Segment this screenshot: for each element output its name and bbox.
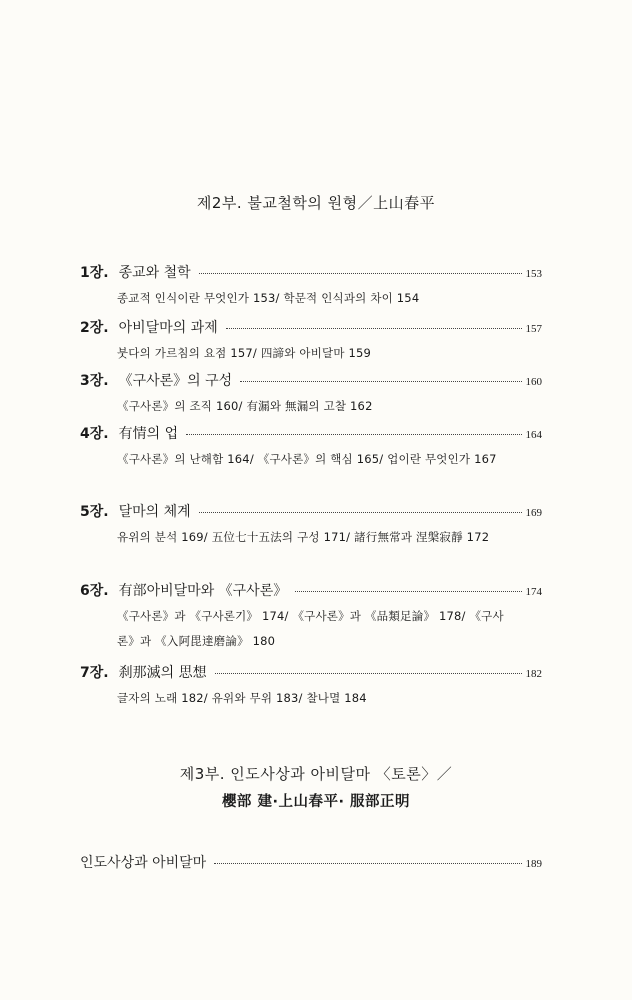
toc-entry-ch7 — [80, 662, 542, 682]
page-number: 182 — [525, 668, 542, 680]
chapter-number: 5장. — [80, 504, 109, 520]
page-number: 164 — [525, 429, 542, 441]
dot-leader — [226, 328, 522, 329]
chapter-title: 《구사론》의 구성 — [118, 373, 233, 389]
page-number: 169 — [525, 507, 542, 519]
dot-leader — [215, 673, 522, 674]
chapter-title: 종교와 철학 — [118, 265, 191, 281]
entry-title: 인도사상과 아비달마 — [80, 855, 207, 871]
page-number: 157 — [525, 323, 542, 335]
chapter-title: 有情의 업 — [118, 426, 179, 442]
toc-entry-part3 — [80, 852, 542, 872]
toc-subsections-ch6: 《구사론》과 《구사론기》 174/ 《구사론》과 《品類足論》 178/ 《구사론》과 《入阿毘達磨論》 180 — [117, 609, 504, 648]
toc-entry-ch2 — [80, 317, 542, 337]
chapter-title: 有部아비달마와 《구사론》 — [118, 583, 288, 599]
chapter-number: 7장. — [80, 665, 109, 681]
dot-leader — [186, 434, 521, 435]
dot-leader — [199, 273, 522, 274]
toc-entry-ch3 — [80, 370, 542, 390]
toc-entry-ch6 — [80, 580, 542, 600]
toc-subsections-ch5: 유위의 분석 169/ 五位七十五法의 구성 171/ 諸行無常과 涅槃寂靜 172 — [117, 530, 490, 544]
page-number: 174 — [525, 586, 542, 598]
chapter-number: 6장. — [80, 583, 109, 599]
part2-heading: 제2부. 불교철학의 원형／上山春平 — [196, 194, 436, 212]
dot-leader — [199, 512, 522, 513]
toc-entry-ch1 — [80, 262, 542, 282]
chapter-number: 3장. — [80, 373, 109, 389]
chapter-title: 아비달마의 과제 — [118, 320, 218, 336]
chapter-number: 2장. — [80, 320, 109, 336]
chapter-title: 刹那滅의 思想 — [118, 665, 207, 681]
chapter-title: 달마의 체계 — [118, 504, 191, 520]
part3-heading: 제3부. 인도사상과 아비달마 〈토론〉／ — [179, 765, 453, 783]
toc-entry-ch4 — [80, 423, 542, 443]
part3-authors: 櫻部 建·上山春平· 服部正明 — [221, 794, 411, 810]
toc-subsections-ch1: 종교적 인식이란 무엇인가 153/ 학문적 인식과의 차이 154 — [117, 291, 420, 305]
chapter-number: 1장. — [80, 265, 109, 281]
chapter-number: 4장. — [80, 426, 109, 442]
page-number: 153 — [525, 268, 542, 280]
page-number: 189 — [525, 858, 542, 870]
dot-leader — [295, 591, 521, 592]
toc-entry-ch5 — [80, 501, 542, 521]
toc-subsections-ch7: 글자의 노래 182/ 유위와 무위 183/ 찰나멸 184 — [117, 691, 367, 705]
toc-subsections-ch2: 붓다의 가르침의 요점 157/ 四諦와 아비달마 159 — [117, 346, 372, 360]
page-number: 160 — [525, 376, 542, 388]
dot-leader — [214, 863, 521, 864]
dot-leader — [240, 381, 521, 382]
toc-subsections-ch4: 《구사론》의 난해함 164/ 《구사론》의 핵심 165/ 업이란 무엇인가 167 — [117, 452, 497, 466]
toc-subsections-ch3: 《구사론》의 조직 160/ 有漏와 無漏의 고찰 162 — [117, 399, 373, 413]
